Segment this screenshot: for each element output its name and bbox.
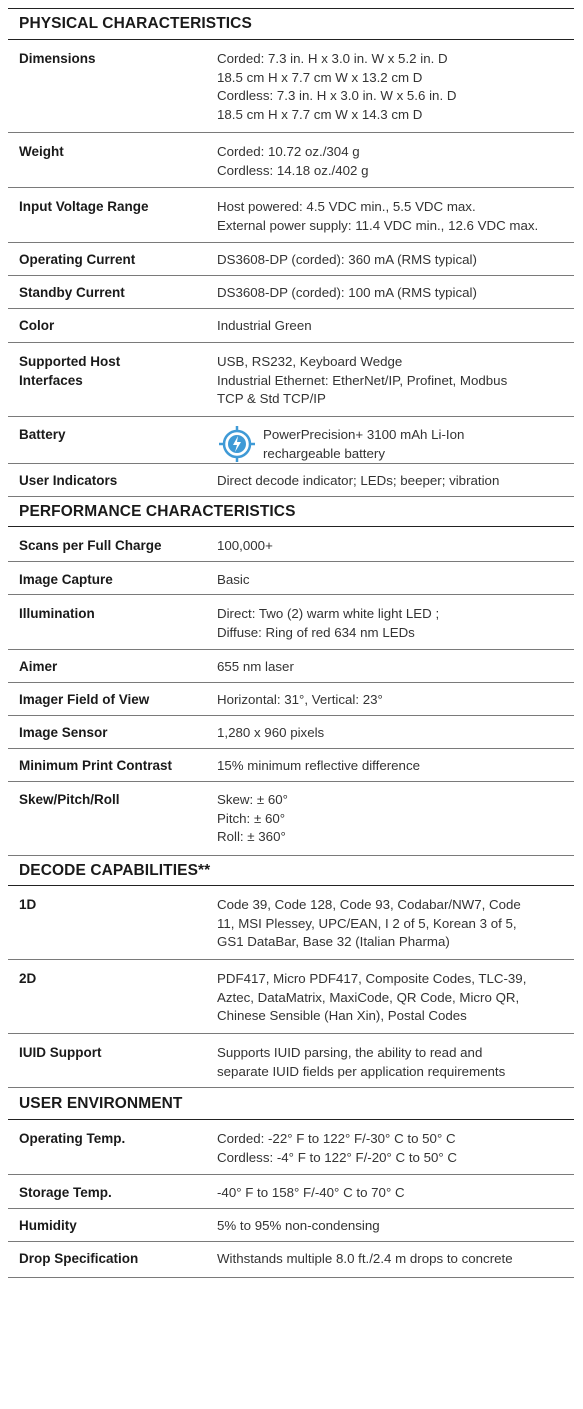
- spec-label: [8, 1242, 217, 1277]
- spec-label-line: Operating Temp.: [19, 1131, 126, 1146]
- spec-value: [217, 562, 574, 594]
- spec-label-line: Weight: [19, 144, 64, 159]
- spec-row-color: [8, 309, 574, 343]
- spec-label: [8, 960, 217, 1033]
- spec-value: [217, 650, 574, 682]
- spec-row-humidity: [8, 1209, 574, 1242]
- spec-value-line: DS3608-DP (corded): 100 mA (RMS typical): [217, 285, 477, 300]
- spec-label-line: Input Voltage Range: [19, 199, 149, 214]
- spec-value-line: PDF417, Micro PDF417, Composite Codes, TLC-39,: [217, 971, 527, 986]
- spec-label-line: User Indicators: [19, 473, 118, 488]
- spec-row-standby-current: [8, 276, 574, 309]
- spec-value-line: Code 39, Code 128, Code 93, Codabar/NW7, Code: [217, 897, 521, 912]
- spec-label-line: 2D: [19, 971, 37, 986]
- spec-label-line: Scans per Full Charge: [19, 538, 162, 553]
- spec-value: [217, 343, 574, 416]
- spec-label-line: Operating Current: [19, 252, 136, 267]
- spec-label: [8, 1120, 217, 1174]
- spec-value: [217, 595, 574, 649]
- spec-value-line: USB, RS232, Keyboard Wedge: [217, 354, 403, 369]
- spec-value-line: Direct: Two (2) warm white light LED ;: [217, 606, 440, 621]
- spec-row-1d: [8, 886, 574, 960]
- spec-value: [217, 133, 574, 187]
- spec-value-line: External power supply: 11.4 VDC min., 12.6 VDC max.: [217, 217, 539, 233]
- spec-row-2d: [8, 960, 574, 1034]
- spec-row-weight: [8, 133, 574, 188]
- spec-value: [217, 417, 574, 463]
- spec-value-line: Cordless: 7.3 in. H x 3.0 in. W x 5.6 in. D: [217, 88, 457, 103]
- spec-value-line: Industrial Green: [217, 318, 312, 333]
- spec-value-line: 15% minimum reflective difference: [217, 758, 420, 773]
- spec-row-operating-current: [8, 243, 574, 276]
- spec-label: [8, 749, 217, 781]
- spec-label-line: Image Capture: [19, 572, 113, 587]
- spec-value-line: rechargeable battery: [263, 445, 385, 461]
- spec-label-line: Aimer: [19, 659, 58, 674]
- spec-row-drop-specification: [8, 1242, 574, 1278]
- spec-value-line: 100,000+: [217, 538, 273, 553]
- spec-value-line: Aztec, DataMatrix, MaxiCode, QR Code, Micro QR,: [217, 989, 520, 1005]
- spec-label: [8, 133, 217, 187]
- spec-label-line: Battery: [19, 427, 66, 442]
- spec-value-line: Withstands multiple 8.0 ft./2.4 m drops to concrete: [217, 1251, 513, 1266]
- spec-value: [217, 527, 574, 561]
- spec-row-input-voltage-range: [8, 188, 574, 243]
- spec-label: [8, 1209, 217, 1241]
- spec-label: [8, 1175, 217, 1208]
- spec-label-line: Storage Temp.: [19, 1185, 112, 1200]
- spec-label-line: IUID Support: [19, 1045, 102, 1060]
- spec-row-user-indicators: [8, 464, 574, 497]
- spec-value-line: Host powered: 4.5 VDC min., 5.5 VDC max.: [217, 199, 476, 214]
- spec-value-line: separate IUID fields per application requirements: [217, 1063, 506, 1079]
- spec-label-line: 1D: [19, 897, 37, 912]
- spec-value: [217, 1175, 574, 1208]
- spec-label-line: Standby Current: [19, 285, 125, 300]
- power-precision-battery-icon: [217, 424, 257, 464]
- spec-row-battery: [8, 417, 574, 464]
- spec-label: [8, 527, 217, 561]
- spec-value-line: Supports IUID parsing, the ability to read and: [217, 1045, 483, 1060]
- spec-label: [8, 1034, 217, 1087]
- spec-label: [8, 276, 217, 308]
- spec-label: [8, 782, 217, 855]
- spec-value: [217, 683, 574, 715]
- spec-label-line: Skew/Pitch/Roll: [19, 792, 120, 807]
- spec-value-line: Basic: [217, 572, 250, 587]
- section-header-performance-characteristics: PERFORMANCE CHARACTERISTICS: [8, 497, 574, 527]
- spec-value: [217, 188, 574, 242]
- spec-value: [217, 1120, 574, 1174]
- spec-label: [8, 243, 217, 275]
- spec-value-line: Horizontal: 31°, Vertical: 23°: [217, 692, 383, 707]
- spec-value-line: DS3608-DP (corded): 360 mA (RMS typical): [217, 252, 477, 267]
- spec-label: [8, 562, 217, 594]
- spec-label-line: Humidity: [19, 1218, 77, 1233]
- section-header-decode-capabilities: DECODE CAPABILITIES**: [8, 856, 574, 886]
- spec-row-operating-temp: [8, 1120, 574, 1175]
- spec-value: [217, 1209, 574, 1241]
- spec-value: [217, 960, 574, 1033]
- spec-label: [8, 40, 217, 132]
- spec-label-line: Image Sensor: [19, 725, 108, 740]
- spec-row-minimum-print-contrast: [8, 749, 574, 782]
- spec-value-line: Corded: -22° F to 122° F/-30° C to 50° C: [217, 1131, 456, 1146]
- spec-value-line: -40° F to 158° F/-40° C to 70° C: [217, 1185, 405, 1200]
- spec-row-illumination: [8, 595, 574, 650]
- spec-value-line: 1,280 x 960 pixels: [217, 725, 325, 740]
- spec-value: [217, 464, 574, 496]
- spec-value-line: Cordless: -4° F to 122° F/-20° C to 50° C: [217, 1149, 458, 1165]
- spec-value-line: 655 nm laser: [217, 659, 294, 674]
- spec-label-line: Minimum Print Contrast: [19, 758, 173, 773]
- spec-value: [217, 243, 574, 275]
- spec-value-line: Diffuse: Ring of red 634 nm LEDs: [217, 624, 415, 640]
- spec-value-line: Pitch: ± 60°: [217, 810, 286, 826]
- spec-value-line: Cordless: 14.18 oz./402 g: [217, 162, 369, 178]
- spec-row-aimer: [8, 650, 574, 683]
- spec-row-scans-per-full-charge: [8, 527, 574, 562]
- spec-sheet: [8, 8, 574, 1278]
- spec-value: [217, 276, 574, 308]
- spec-label-line: Interfaces: [19, 372, 83, 388]
- spec-row-skew-pitch-roll: [8, 782, 574, 856]
- spec-row-supported-host-interfaces: [8, 343, 574, 417]
- spec-value-line: TCP & Std TCP/IP: [217, 391, 326, 406]
- spec-row-image-capture: [8, 562, 574, 595]
- spec-value-line: 11, MSI Plessey, UPC/EAN, I 2 of 5, Korean 3 of 5,: [217, 915, 517, 931]
- spec-label: [8, 595, 217, 649]
- spec-value-line: Corded: 10.72 oz./304 g: [217, 144, 360, 159]
- spec-value-line: PowerPrecision+ 3100 mAh Li-Ion: [263, 427, 465, 442]
- spec-label: [8, 716, 217, 748]
- spec-value-line: Industrial Ethernet: EtherNet/IP, Profinet, Modbus: [217, 372, 508, 388]
- section-header-user-environment: USER ENVIRONMENT: [8, 1088, 574, 1120]
- spec-label-line: Color: [19, 318, 55, 333]
- spec-label: [8, 309, 217, 342]
- spec-row-image-sensor: [8, 716, 574, 749]
- spec-label: [8, 188, 217, 242]
- spec-label-line: Drop Specification: [19, 1251, 139, 1266]
- spec-value: [217, 40, 574, 132]
- spec-value: [217, 1242, 574, 1277]
- spec-label-line: Dimensions: [19, 51, 96, 66]
- spec-label: [8, 650, 217, 682]
- spec-value: [217, 309, 574, 342]
- spec-row-storage-temp: [8, 1175, 574, 1209]
- spec-row-iuid-support: [8, 1034, 574, 1088]
- spec-value-line: 18.5 cm H x 7.7 cm W x 13.2 cm D: [217, 69, 423, 85]
- spec-value-line: Corded: 7.3 in. H x 3.0 in. W x 5.2 in. D: [217, 51, 448, 66]
- spec-value: [217, 886, 574, 959]
- spec-row-dimensions: [8, 40, 574, 133]
- spec-value-line: Chinese Sensible (Han Xin), Postal Codes: [217, 1008, 467, 1023]
- spec-value: [217, 716, 574, 748]
- spec-label-line: Imager Field of View: [19, 692, 150, 707]
- spec-label: [8, 464, 217, 496]
- spec-value-line: Direct decode indicator; LEDs; beeper; vibration: [217, 473, 500, 488]
- spec-value-line: 5% to 95% non-condensing: [217, 1218, 380, 1233]
- spec-value: [217, 1034, 574, 1087]
- spec-value-line: Roll: ± 360°: [217, 829, 286, 844]
- spec-value: [217, 749, 574, 781]
- spec-value-line: 18.5 cm H x 7.7 cm W x 14.3 cm D: [217, 106, 423, 122]
- spec-value-line: Skew: ± 60°: [217, 792, 289, 807]
- spec-value-line: GS1 DataBar, Base 32 (Italian Pharma): [217, 934, 450, 949]
- spec-row-imager-field-of-view: [8, 683, 574, 716]
- spec-label: [8, 886, 217, 959]
- spec-value: [217, 782, 574, 855]
- spec-label-line: Supported Host: [19, 354, 121, 369]
- spec-label: [8, 417, 217, 463]
- section-header-physical-characteristics: PHYSICAL CHARACTERISTICS: [8, 8, 574, 40]
- spec-label: [8, 683, 217, 715]
- spec-label-line: Illumination: [19, 606, 95, 621]
- spec-label: [8, 343, 217, 416]
